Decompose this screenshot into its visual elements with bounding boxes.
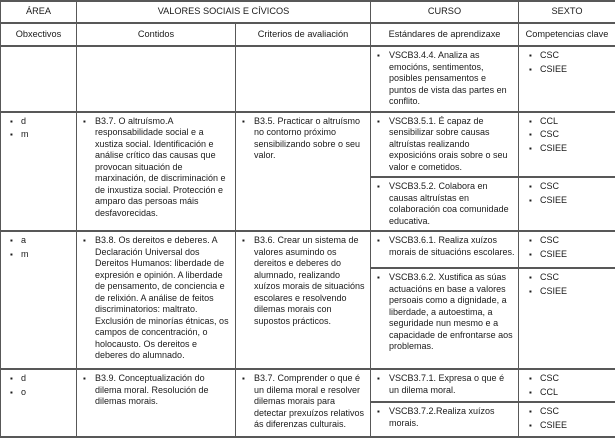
bullet-icon: ▪ (529, 249, 532, 259)
criteria-cell (236, 369, 371, 437)
standard-item (371, 405, 515, 430)
standard-item (371, 271, 515, 354)
standard-item (371, 49, 515, 109)
criterion-item (236, 234, 367, 328)
competency-item (519, 142, 612, 156)
criteria-cell (236, 46, 371, 112)
competencies-cell (519, 231, 615, 268)
bullet-icon: ▪ (10, 116, 13, 126)
objective-item-text: d (21, 373, 27, 383)
objective-item (1, 234, 73, 248)
objective-item (1, 128, 73, 142)
competency-item (519, 386, 612, 400)
competency-item (519, 180, 612, 194)
bullet-icon: ▪ (529, 116, 532, 126)
objectives-cell (1, 112, 77, 232)
bullet-icon: ▪ (529, 182, 532, 191)
competency-item-text: CSC (540, 272, 560, 282)
content-item-text: B3.7. O altruísmo.A responsabilidade social e a xustiza social. Identificación e análise crítico das causas que provocan situación de marxinación, de discriminación e de inxustiza social. Protección e amparo das persoas máis desfavorecidas. (95, 115, 226, 218)
objective-item-text: a (21, 235, 27, 245)
standard-item-text: VSCB3.4.4. Analiza as emocións, sentimentos, posibles pensamentos e puntos de vista das partes en conflito. (389, 50, 507, 106)
header-cell-course: CURSO (371, 1, 519, 23)
table-row (1, 369, 615, 402)
header-cell-area: ÁREA (1, 1, 77, 23)
competency-item-text: CCL (540, 386, 559, 397)
bullet-icon: ▪ (529, 130, 532, 139)
header-cell-criterios: Criterios de avaliación (236, 23, 371, 46)
criteria-cell (236, 112, 371, 232)
bullet-icon: ▪ (83, 374, 86, 383)
table-row (1, 112, 615, 178)
header-row-groups (1, 1, 615, 23)
content-item (77, 234, 232, 363)
bullet-icon: ▪ (377, 374, 380, 383)
criteria-cell (236, 231, 371, 369)
contents-cell (77, 231, 236, 369)
table-header (1, 1, 615, 46)
standard-item (371, 115, 515, 175)
table-row (1, 231, 615, 268)
header-row-columns (1, 23, 615, 46)
contents-cell (77, 112, 236, 232)
header-cell-competencias: Competencias clave (519, 23, 615, 46)
competencies-cell (519, 402, 615, 437)
table-body (1, 46, 615, 437)
competency-item (519, 372, 612, 386)
criterion-item-text: B3.6. Crear un sistema de valores asumindo os dereitos e deberes do alumnado, realizando xuízos morais de situacións escolares e resolvendo dilemas morais con supostos prácticos. (254, 235, 365, 326)
competency-item-text: CSC (540, 129, 560, 139)
standard-item-text: VSCB3.5.1. É capaz de sensibilizar sobre causas altruístas realizando exposicións orais sobre o seu valor e cometidos. (389, 115, 508, 172)
bullet-icon: ▪ (377, 407, 380, 416)
standard-item-text: VSCB3.6.1. Realiza xuízos morais de situacións escolares. (389, 235, 515, 257)
objectives-cell (1, 46, 77, 112)
competencies-cell (519, 369, 615, 402)
contents-cell (77, 369, 236, 437)
bullet-icon: ▪ (10, 249, 13, 259)
criterion-item-text: B3.7. Comprender o que é un dilema moral e resolver dilemas morais para detectar prexuízos relativos ás diferenzas culturais. (254, 373, 365, 429)
competency-item (519, 271, 612, 285)
bullet-icon: ▪ (529, 286, 532, 296)
competency-item-text: CSIEE (540, 285, 568, 296)
bullet-icon: ▪ (10, 374, 13, 383)
bullet-icon: ▪ (10, 387, 13, 397)
bullet-icon: ▪ (529, 420, 532, 430)
standard-item (371, 180, 515, 228)
standard-item-text: VSCB3.6.2. Xustifica as súas actuacións en base a valores persoais como a dignidade, a liberdade, a autoestima, a seguridade nun mesmo e a capacidade de enfrontarse aos problemas. (389, 272, 513, 351)
header-cell-estandares: Estándares de aprendizaxe (371, 23, 519, 46)
objective-item-text: m (21, 248, 29, 259)
bullet-icon: ▪ (242, 116, 245, 126)
competency-item-text: CCL (540, 115, 559, 126)
bullet-icon: ▪ (10, 130, 13, 139)
bullet-icon: ▪ (529, 51, 532, 60)
bullet-icon: ▪ (377, 182, 380, 191)
bullet-icon: ▪ (529, 273, 532, 282)
bullet-icon: ▪ (83, 116, 86, 126)
standard-item (371, 234, 515, 259)
objective-item (1, 372, 73, 386)
content-item-text: B3.9. Conceptualización do dilema moral. Resolución de dilemas morais. (95, 373, 209, 406)
bullet-icon: ▪ (242, 374, 245, 383)
objectives-cell (1, 369, 77, 437)
competencies-cell (519, 268, 615, 369)
criterion-item (236, 372, 367, 432)
objective-item-text: o (21, 386, 27, 397)
bullet-icon: ▪ (529, 387, 532, 397)
competency-item-text: CSIEE (540, 142, 568, 153)
objective-item (1, 248, 73, 262)
header-cell-contidos: Contidos (77, 23, 236, 46)
competency-item (519, 115, 612, 129)
competency-item (519, 419, 612, 433)
competencies-cell (519, 177, 615, 231)
competency-item-text: CSC (540, 406, 560, 416)
standard-item (371, 372, 515, 397)
bullet-icon: ▪ (377, 51, 380, 60)
standard-cell (371, 112, 519, 178)
bullet-icon: ▪ (529, 374, 532, 383)
standard-cell (371, 402, 519, 437)
bullet-icon: ▪ (377, 116, 380, 126)
competency-item (519, 194, 612, 208)
competency-item (519, 63, 612, 77)
contents-cell (77, 46, 236, 112)
criterion-item (236, 115, 367, 163)
content-item-text: B3.8. Os dereitos e deberes. A Declaración Universal dos Dereitos Humanos: liberdade de expresión e opinión. A liberdade de pensamento, de conciencia e de relixión. A análise de feitos discriminatorios: maltrato. Exclusión de minorías étnicas, os campos de concentración, o holocausto. Os dereitos e deberes do alumnado. (95, 235, 229, 360)
table-row (1, 46, 615, 112)
objective-item (1, 115, 73, 129)
competency-item-text: CSIEE (540, 248, 568, 259)
bullet-icon: ▪ (377, 236, 380, 245)
competency-item-text: CSC (540, 373, 560, 383)
bullet-icon: ▪ (529, 407, 532, 416)
competency-item (519, 128, 612, 142)
bullet-icon: ▪ (529, 195, 532, 205)
competencies-cell (519, 112, 615, 178)
competency-item-text: CSC (540, 50, 560, 60)
bullet-icon: ▪ (529, 143, 532, 153)
competency-item (519, 405, 612, 419)
competency-item-text: CSC (540, 235, 560, 245)
standard-cell (371, 268, 519, 369)
competency-item (519, 234, 612, 248)
content-item (77, 115, 232, 221)
header-cell-grade: SEXTO (519, 1, 615, 23)
header-cell-obxectivos: Obxectivos (1, 23, 77, 46)
bullet-icon: ▪ (529, 64, 532, 74)
objectives-cell (1, 231, 77, 369)
competency-item-text: CSIEE (540, 63, 568, 74)
content-item (77, 372, 232, 409)
competency-item-text: CSIEE (540, 419, 568, 430)
bullet-icon: ▪ (377, 273, 380, 282)
standard-cell (371, 177, 519, 231)
standard-cell (371, 369, 519, 402)
competency-item-text: CSIEE (540, 194, 568, 205)
standard-item-text: VSCB3.7.2.Realiza xuízos morais. (389, 406, 495, 428)
objective-item (1, 386, 73, 400)
competencies-cell (519, 46, 615, 112)
competency-item (519, 248, 612, 262)
bullet-icon: ▪ (242, 236, 245, 245)
objective-item-text: d (21, 115, 27, 126)
standard-item-text: VSCB3.7.1. Expresa o que é un dilema moral. (389, 373, 505, 395)
objective-item-text: m (21, 129, 29, 139)
standard-item-text: VSCB3.5.2. Colabora en causas altruístas en colaboración coa comunidade educativa. (389, 181, 509, 226)
competency-item (519, 49, 612, 63)
competency-item (519, 285, 612, 299)
bullet-icon: ▪ (83, 236, 86, 245)
standard-cell (371, 46, 519, 112)
criterion-item-text: B3.5. Practicar o altruísmo no contorno próximo sensibilizando sobre o seu valor. (254, 115, 361, 160)
header-cell-subject: VALORES SOCIAIS E CÍVICOS (77, 1, 371, 23)
bullet-icon: ▪ (10, 236, 13, 245)
competency-item-text: CSC (540, 181, 560, 191)
bullet-icon: ▪ (529, 236, 532, 245)
standard-cell (371, 231, 519, 268)
